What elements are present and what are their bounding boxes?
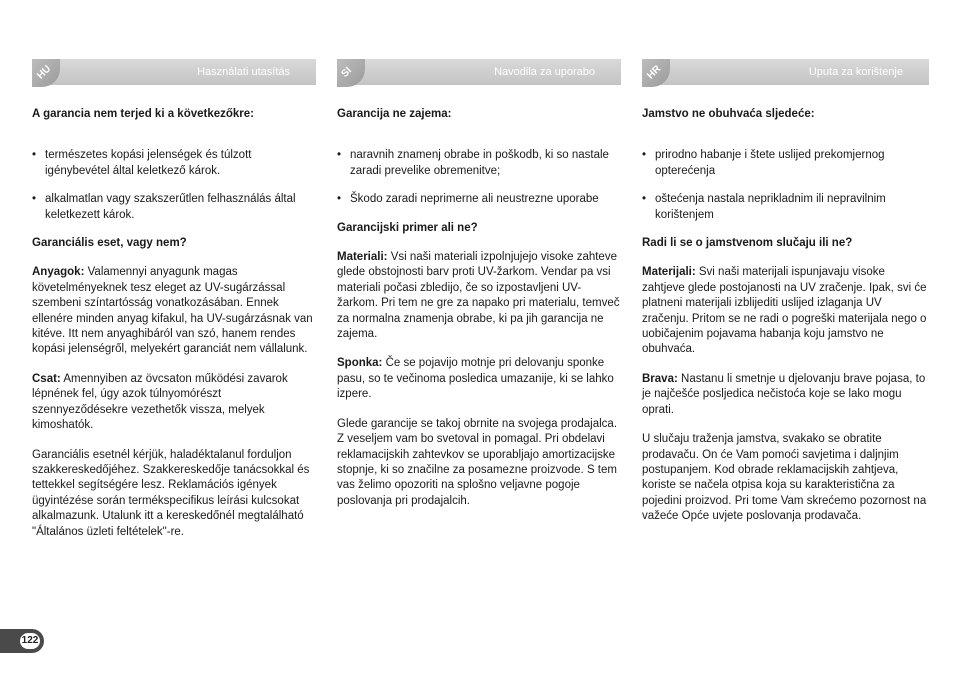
materials-text: Svi naši materijali ispunjavaju visoke zahtjeve glede postojanosti na UV zračenje. Ipak, svi će platneni materijali izblijediti uslijed izlaganja UV zračenju. Pritom se ne radi o pogreški materijala nego o uobičajenim pojavama habanja koju jamstvo ne obuhvaća. bbox=[642, 266, 927, 356]
buckle-label: Brava: bbox=[642, 372, 678, 385]
closing-paragraph: U slučaju traženja jamstva, svakako se obratite prodavaču. On će Vam pomoći savjetima i daljnjim postupanjem. Kod obrade reklamacijskih zahtjeva, koriste se načela otpisa koja su karakteristična za pojedini proizvod. Pri tome Vam skrećemo pozornost na važeće Opće uvjete poslovanja prodavača. bbox=[642, 433, 927, 523]
materials-paragraph bbox=[642, 265, 929, 357]
list-item: • prirodno habanje i štete uslijed prekomjernog opterećenja bbox=[642, 148, 929, 179]
warranty-exclusions-heading: A garancia nem terjed ki a következőkre: bbox=[32, 108, 255, 120]
buckle-paragraph bbox=[337, 356, 621, 402]
exclusions-list bbox=[642, 148, 929, 223]
language-badge bbox=[642, 59, 670, 87]
section-title: Használati utasítás bbox=[197, 66, 290, 78]
exclusions-list bbox=[337, 148, 621, 207]
materials-label: Anyagok: bbox=[32, 266, 85, 279]
buckle-label: Csat: bbox=[32, 372, 61, 385]
list-item: • naravnih znamenj obrabe in poškodb, ki so nastale zaradi prevelike obremenitve; bbox=[337, 148, 621, 179]
materials-paragraph bbox=[32, 265, 316, 357]
section-header-si bbox=[337, 59, 621, 85]
buckle-label: Sponka: bbox=[337, 357, 383, 370]
page-number-tab bbox=[0, 629, 44, 653]
section-title: Navodila za uporabo bbox=[494, 66, 595, 78]
materials-label: Materijali: bbox=[642, 266, 696, 279]
warranty-exclusions-heading: Jamstvo ne obuhvaća sljedeće: bbox=[642, 108, 815, 120]
page-number: 122 bbox=[20, 633, 40, 649]
materials-paragraph bbox=[337, 250, 621, 342]
materials-text: Vsi naši materiali izpolnjujejo visoke zahteve glede obstojnosti barv proti UV-žarkom. Vendar pa vsi materiali počasi zbledijo, če so izpostavljeni UV-žarkom. Pri tem ne gre za napako pri materialu, temveč za normalna znamenja obrabe, ki pa jih garancija ne zajema. bbox=[337, 251, 620, 341]
column-hu bbox=[32, 59, 316, 540]
language-code: SI bbox=[339, 65, 354, 80]
buckle-text: Amennyiben az övcsaton működési zavarok lépnének fel, úgy azok túlnyomórészt szennyeződésekre vezethetők vissza, melyek kimoshatók. bbox=[32, 372, 288, 432]
closing-paragraph: Glede garancije se takoj obrnite na svojega prodajalca. Z veseljem vam bo svetoval in pomagal. Pri obdelavi reklamacijskih zahtevkov se uporabljajo amortizacijske stopnje, ki so značilne za posamezne proizvode. S tem vas želimo opozoriti na splošno veljavne pogoje poslovanja pri prodajalcih. bbox=[337, 417, 618, 507]
buckle-paragraph bbox=[642, 372, 929, 418]
buckle-paragraph bbox=[32, 372, 316, 434]
language-badge bbox=[32, 59, 60, 87]
list-item: • természetes kopási jelenségek és túlzott igénybevétel által keletkező károk. bbox=[32, 148, 316, 179]
closing-paragraph: Garanciális esetnél kérjük, haladéktalanul forduljon szakkereskedőjéhez. Szakkereskedője tanácsokkal és tettekkel segítségére lesz. Reklamációs igények ügyintézése során termékspecifikus leírási kulcsokat alkalmazunk. Utalunk itt a kereskedőnél megtalálható "Általános üzleti feltételek"-re. bbox=[32, 448, 310, 538]
buckle-text: Nastanu li smetnje u djelovanju brave pojasa, to je najčešće posljedica nečistoća koje se lako mogu oprati. bbox=[642, 372, 926, 416]
column-si bbox=[337, 59, 621, 509]
buckle-text: Če se pojavijo motnje pri delovanju sponke pasu, so te večinoma posledica umazanije, ki se lahko izpere. bbox=[337, 357, 614, 401]
section-body bbox=[642, 107, 929, 525]
language-code: HR bbox=[645, 63, 664, 82]
warranty-case-heading: Garancijski primer ali ne? bbox=[337, 221, 478, 234]
section-body bbox=[32, 107, 316, 540]
materials-text: Valamennyi anyagunk magas követelményeknek tesz eleget az UV-sugárzással szembeni színtartósság vonatkozásában. Ennek ellenére minden anyag kifakul, ha UV-sugárzásnak van kitéve. Itt nem anyaghibáról van szó, hanem rendes kopási jelenségről, melyekért garanciát nem vállalunk. bbox=[32, 266, 313, 356]
exclusions-list bbox=[32, 148, 316, 223]
warranty-case-heading: Garanciális eset, vagy nem? bbox=[32, 237, 187, 250]
section-title: Uputa za korištenje bbox=[808, 66, 903, 78]
section-header-hr bbox=[642, 59, 929, 85]
warranty-case-heading: Radi li se o jamstvenom slučaju ili ne? bbox=[642, 237, 853, 250]
section-header-hu bbox=[32, 59, 316, 85]
list-item: • Škodo zaradi neprimerne ali neustrezne uporabe bbox=[337, 192, 621, 207]
list-item: • alkalmatlan vagy szakszerűtlen felhasználás által keletkezett károk. bbox=[32, 192, 316, 223]
section-body bbox=[337, 107, 621, 509]
column-hr bbox=[642, 59, 929, 525]
list-item: • oštećenja nastala neprikladnim ili nepravilnim korištenjem bbox=[642, 192, 929, 223]
materials-label: Materiali: bbox=[337, 251, 388, 264]
warranty-exclusions-heading: Garancija ne zajema: bbox=[337, 108, 452, 120]
language-code: HU bbox=[35, 63, 54, 82]
language-badge bbox=[337, 59, 365, 87]
